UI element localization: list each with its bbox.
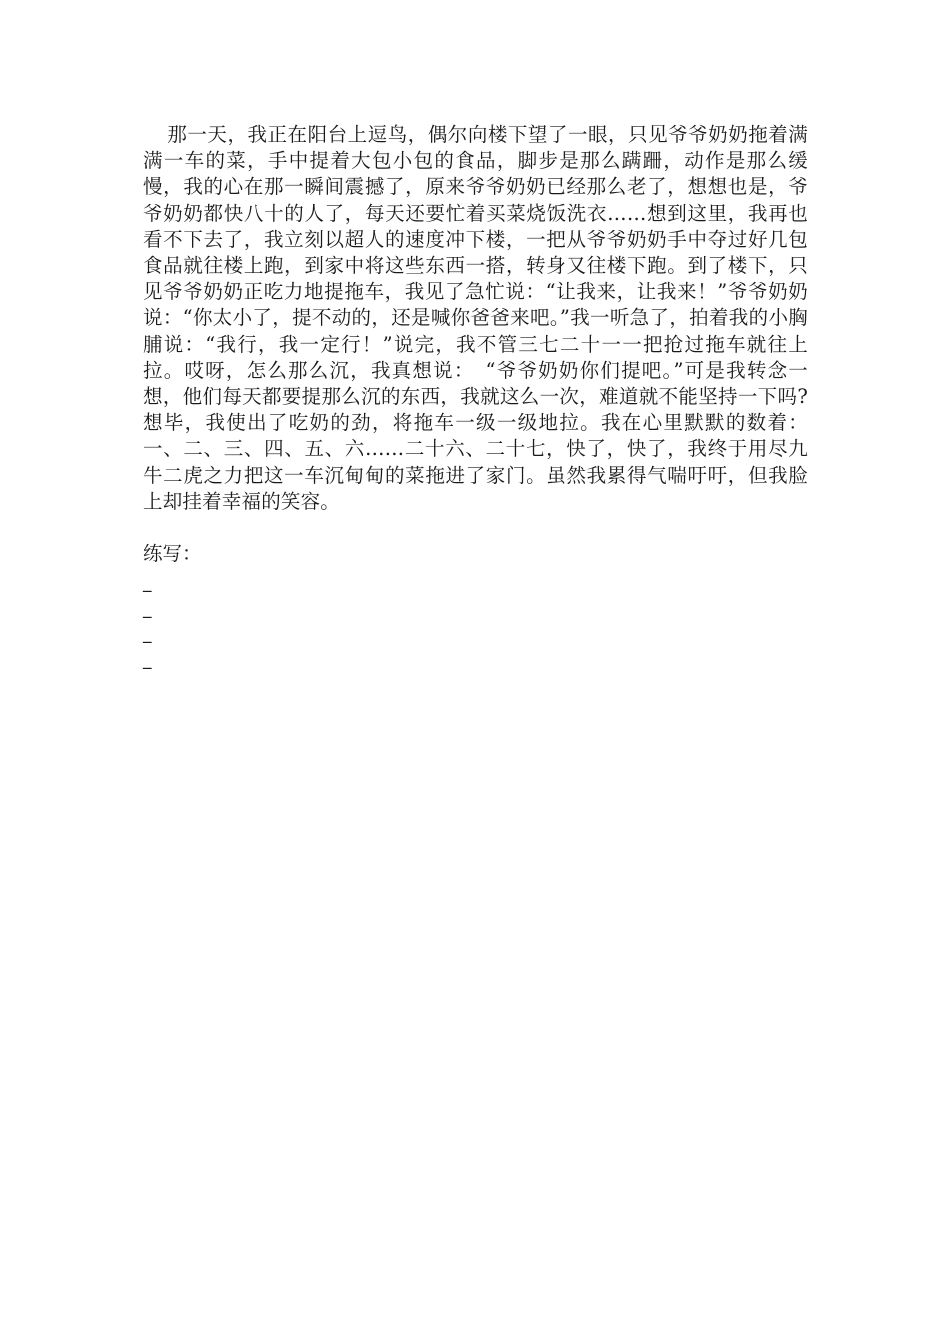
essay-paragraph: 那一天，我正在阳台上逗鸟，偶尔向楼下望了一眼，只见爷爷奶奶拖着满满一车的菜，手中提着大包小包的食品，脚步是那么蹒跚，动作是那么缓慢，我的心在那一瞬间震撼了，原来爷爷奶奶已经那么老了，想想也是，爷爷奶奶都快八十的人了，每天还要忙着买菜烧饭洗衣……想到这里，我再也看不下去了，我立刻以超人的速度冲下楼，一把从爷爷奶奶手中夺过好几包食品就往楼上跑，到家中将这些东西一搭，转身又往楼下跑。到了楼下，只见爷爷奶奶正吃力地提拖车，我见了急忙说：“让我来，让我来！”爷爷奶奶说：“你太小了，提不动的，还是喊你爸爸来吧。”我一听急了，拍着我的小胸脯说：“我行，我一定行！”说完，我不管三七二十一一把抢过拖车就往上拉。哎呀，怎么那么沉，我真想说： “爷爷奶奶你们提吧。”可是我转念一想，他们每天都要提那么沉的东西，我就这么一次，难道就不能坚持一下吗?想毕，我使出了吃奶的劲，将拖车一级一级地拉。我在心里默默的数着：一、二、三、四、五、六……二十六、二十七，快了，快了，我终于用尽九牛二虎之力把这一车沉甸甸的菜拖进了家门。虽然我累得气喘吁吁，但我脸上却挂着幸福的笑容。 [143, 123, 808, 513]
blank-line: _ [143, 598, 152, 619]
blank-line: _ [143, 624, 152, 645]
blank-line: _ [143, 573, 152, 594]
blank-line: _ [143, 649, 152, 670]
practice-label: 练写： [143, 542, 202, 566]
document-page [143, 122, 808, 673]
writing-blank-lines [143, 571, 808, 673]
